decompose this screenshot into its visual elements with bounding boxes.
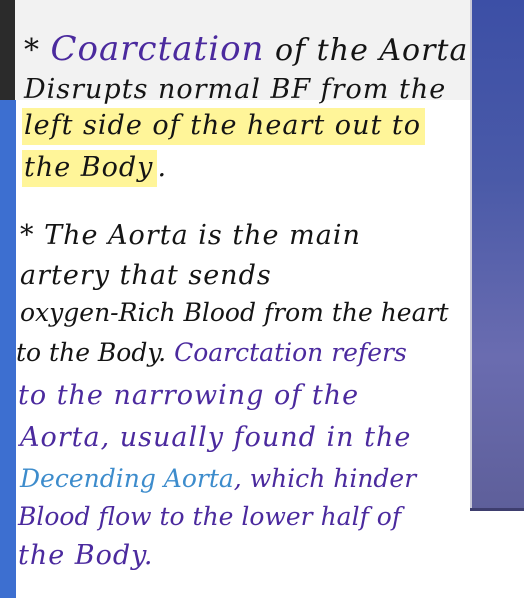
term-decending-aorta: Decending Aorta [20,464,234,493]
highlighted-text: left side of the heart out to [22,108,425,145]
p2-line-6-text: Aorta, usually found in the [20,422,412,453]
highlighted-text: the Body [22,150,157,187]
p2-line-9 [18,542,153,569]
term-coarctation: Coarctation [50,29,265,69]
bullet-asterisk: * [20,220,35,251]
p2-line-5-text: to the narrowing of the [18,380,360,411]
p2-line-8 [18,504,401,529]
p2-line-4-black: to the Body. [16,338,167,367]
p2-line-1 [20,222,361,249]
p2-line-7 [20,466,416,491]
p2-line-3-text: oxygen-Rich Blood from the heart [20,298,449,327]
p2-line-4 [16,340,407,365]
p2-line-3 [20,300,449,325]
p2-line-4-purple: Coarctation refers [174,338,407,367]
p1-line-3 [22,112,425,139]
p2-line-1-text: The Aorta is the main [44,220,361,251]
p1-line-2 [24,76,446,103]
p1-line-1 [24,29,469,69]
p2-line-7-purple: , which hinder [233,464,417,493]
p2-line-9-text: the Body. [18,540,154,571]
p1-line-4 [22,154,167,181]
p2-line-5 [18,382,359,409]
period: . [157,152,168,183]
bullet-asterisk: * [24,33,40,68]
p2-line-6 [20,424,411,451]
p1-line-1-rest: of the Aorta [274,33,469,68]
p2-line-2-text: artery that sends [20,260,272,291]
p2-line-8-text: Blood flow to the lower half of [18,502,402,531]
p2-line-2 [20,262,272,289]
p1-line-2-text: Disrupts normal BF from the [24,74,447,105]
